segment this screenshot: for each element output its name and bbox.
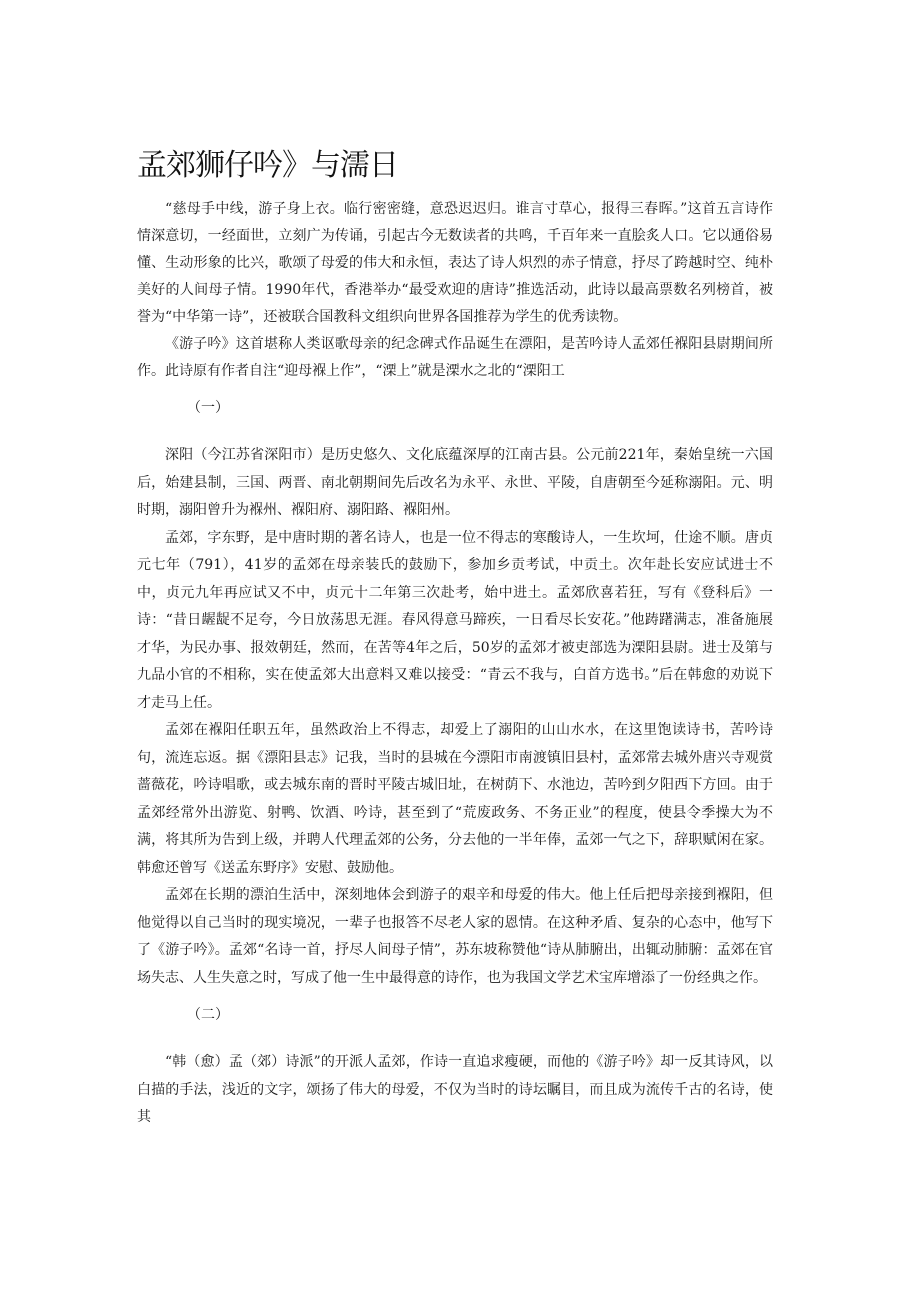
paragraph-origin: 《游子吟》这首堪称人类讴歌母亲的纪念碑式作品诞生在漂阳，是苦吟诗人孟郊任褓阳县尉期间所作。此诗原有作者自注“迎母褓上作”，“溧上”就是溧水之北的“溧阳工	[137, 336, 773, 379]
article-body	[137, 196, 773, 1132]
spacer	[137, 1029, 773, 1049]
spacer	[137, 385, 773, 395]
spacer	[137, 422, 773, 442]
paragraph-intro: “慈母手中线，游子身上衣。临行密密缝，意恐迟迟归。谁言寸草心，报得三春晖。”这首五言诗作情深意切，一经面世，立刻广为传诵，引起古今无数读者的共鸣，千百年来一直脍炙人口。它以通俗易懂、生动形象的比兴，歌颂了母爱的伟大和永恒，表达了诗人炽烈的赤子情意，抒尽了跨越时空、纯朴美好的人间母子情。1990年代，香港举办“最受欢迎的唐诗”推选活动，此诗以最高票数名列榜首，被誉为“中华第一诗”，还被联合国教科文组织向世界各国推荐为学生的优秀读物。	[137, 201, 773, 325]
section-heading-2: （二）	[187, 1007, 229, 1023]
paragraph-tenure: 孟郊在褓阳任职五年，虽然政治上不得志，却爱上了溺阳的山山水水，在这里饱读诗书，苦吟诗句，流连忘返。据《漂阳县志》记我，当时的县城在今漂阳市南渡镇旧县村，孟郊常去城外唐兴寺观赏蔷薇花，吟诗唱歌，或去城东南的晋时平陵古城旧址，在树荫下、水池边，苦吟到夕阳西下方回。由于孟郊经常外出游览、射鸭、饮酒、吟诗，甚至到了“荒废政务、不务正业”的程度，使县令季操大为不满，将其所为告到上级，并聘人代理孟郊的公务，分去他的一半年俸，孟郊一气之下，辞职赋闲在家。韩愈还曾写《送孟东野序》安慰、鼓励他。	[137, 722, 773, 876]
paragraph-composition: 孟郊在长期的漂泊生活中，深刻地体会到游子的艰辛和母爱的伟大。他上任后把母亲接到褓阳，但他觉得以自己当时的现实境况，一辈子也报答不尽老人家的恩情。在这种矛盾、复杂的心态中，他写下了《游子吟》。孟郊“名诗一首，抒尽人间母子情”，苏东坡称赞他“诗从肺腑出，出辄动肺腑：孟郊在官场失志、人生失意之时，写成了他一生中最得意的诗作，也为我国文学艺术宝库增添了一份经典之作。	[137, 887, 773, 986]
paragraph-history: 深阳（今江苏省深阳市）是历史悠久、文化底蕴深厚的江南古县。公元前221年，秦始皇统一六国后，始建县制，三国、两晋、南北朝期间先后改名为永平、永世、平陵，自唐朝至今延称溺阳。元、明时期，溺阳曾升为褓州、褓阳府、溺阳路、褓阳州。	[137, 447, 773, 518]
section-heading-1: （一）	[187, 400, 229, 416]
paragraph-style: “韩（愈）孟（郊）诗派”的开派人孟郊，作诗一直追求瘦硬，而他的《游子吟》却一反其诗风，以白描的手法，浅近的文字，颂扬了伟大的母爱，不仅为当时的诗坛瞩目，而且成为流传千古的名诗，使其	[137, 1054, 773, 1125]
article-title: 孟郊狮仔吟》与濡日	[137, 148, 398, 183]
paragraph-biography: 孟郊，字东野，是中唐时期的著名诗人，也是一位不得志的寒酸诗人，一生坎坷，仕途不顺。唐贞元七年（791），41岁的孟郊在母亲装氏的鼓励下，参加乡贡考试，中贡土。次年赴长安应试进士不中，贞元九年再应试又不中，贞元十二年第三次赴考，始中进土。孟郊欣喜若狂，写有《登科后》一诗：“昔日龌龊不足夸，今日放荡思无涯。春风得意马蹄疾，一日看尽长安花。”他踌躇满志，准备施展才华，为民办事、报效朝廷，然而，在苦等4年之后，50岁的孟郊才被吏部选为溧阳县尉。进士及第与九品小官的不相称，实在使孟郊大出意料又难以接受：“青云不我与，白首方选书。”后在韩愈的劝说下才走马上任。	[137, 529, 773, 711]
spacer	[137, 992, 773, 1002]
